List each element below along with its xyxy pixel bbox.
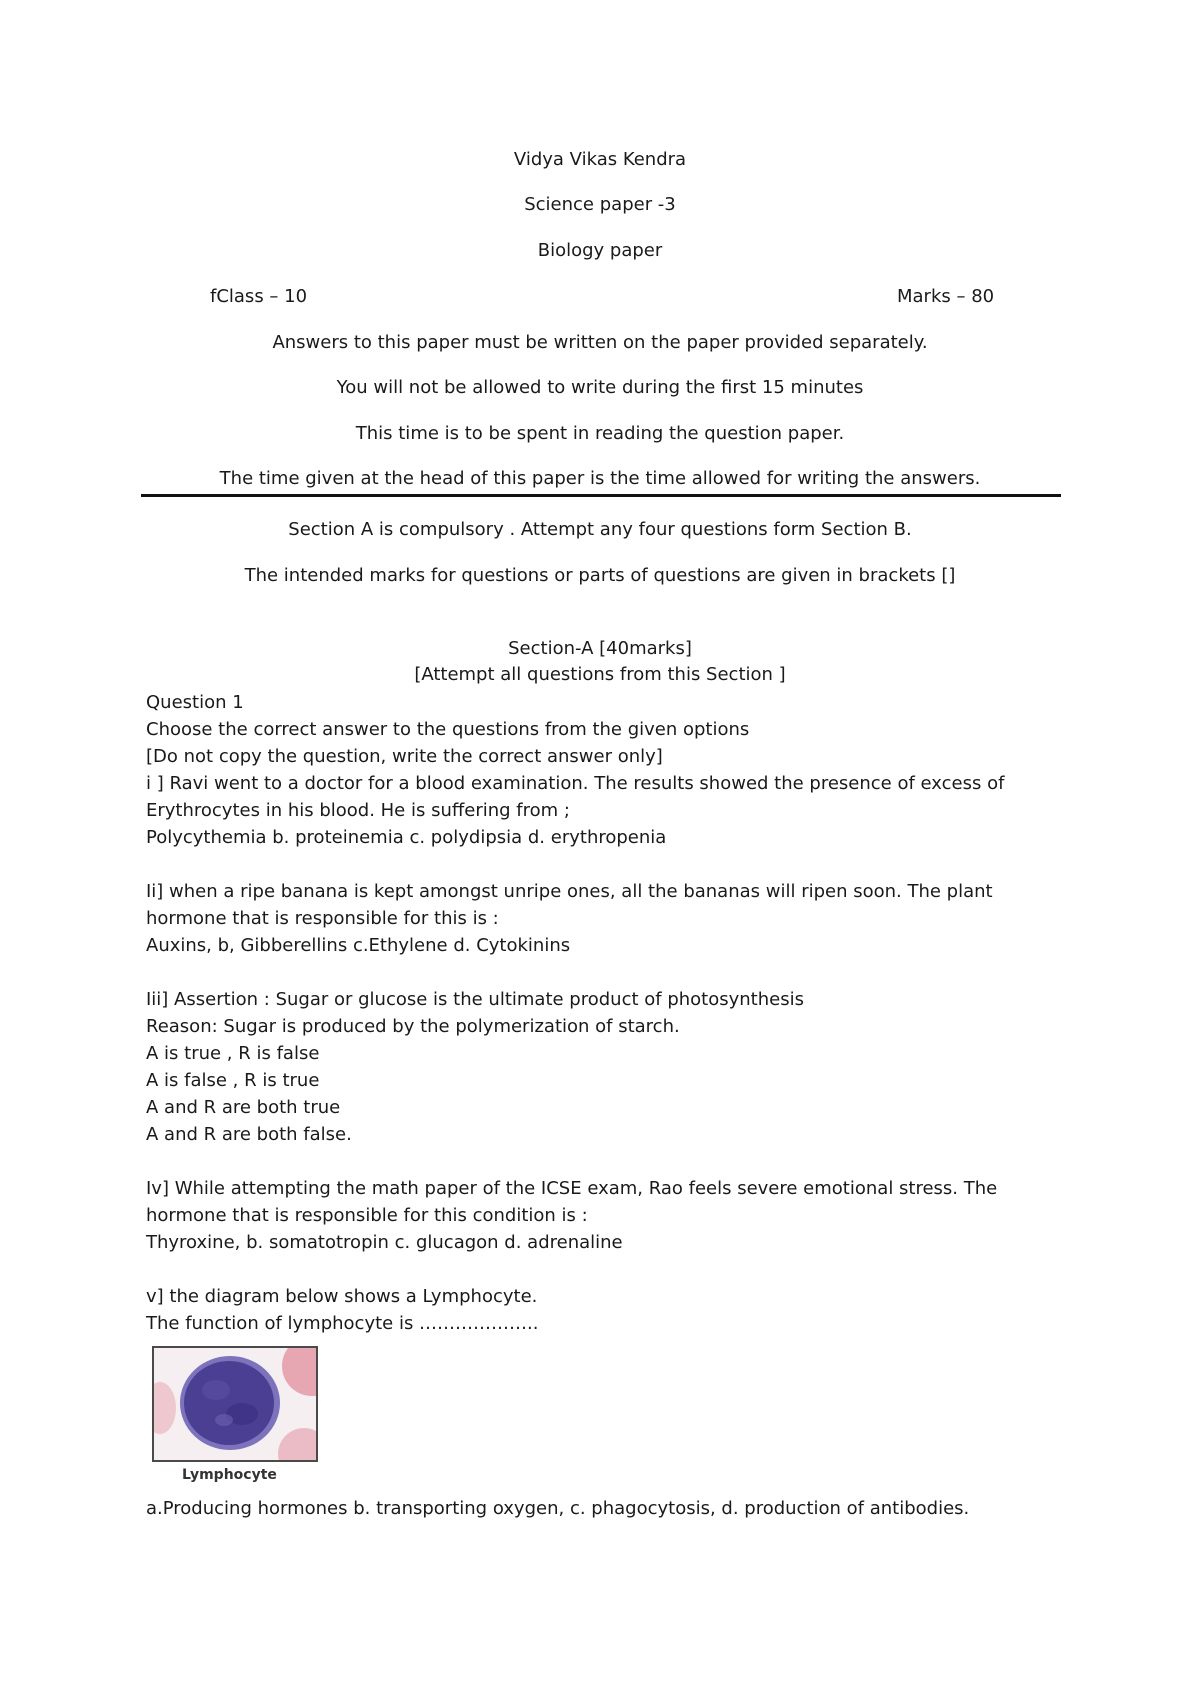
q1-iii-assertion: Iii] Assertion : Sugar or glucose is the ultimate product of photosynthesis xyxy=(146,989,804,1010)
lymphocyte-image xyxy=(152,1346,318,1462)
q1-v-options: a.Producing hormones b. transporting oxygen, c. phagocytosis, d. production of antibodies. xyxy=(146,1498,970,1519)
class-label: fClass – 10 xyxy=(210,286,308,307)
q1-ii-line-1: Ii] when a ripe banana is kept amongst unripe ones, all the bananas will ripen soon. The plant xyxy=(146,881,993,902)
section-title: Section-A [40marks] xyxy=(508,638,692,659)
section-subtitle: [Attempt all questions from this Section ] xyxy=(414,664,786,685)
q1-iii-option-d: A and R are both false. xyxy=(146,1124,352,1145)
paper-title: Science paper -3 xyxy=(524,194,676,215)
subject-title: Biology paper xyxy=(537,240,663,261)
question-instruction: Choose the correct answer to the questions from the given options xyxy=(146,719,750,740)
q1-v-line-2: The function of lymphocyte is ……………….. xyxy=(146,1313,539,1334)
instruction-4: The time given at the head of this paper is the time allowed for writing the answers. xyxy=(219,468,981,489)
marks-label: Marks – 80 xyxy=(897,286,995,307)
q1-iv-line-2: hormone that is responsible for this condition is : xyxy=(146,1205,588,1226)
instruction-3: This time is to be spent in reading the question paper. xyxy=(355,423,845,444)
q1-i-line-1: i ] Ravi went to a doctor for a blood examination. The results showed the presence of excess of xyxy=(146,773,1005,794)
lymphocyte-cell-drawing xyxy=(154,1348,316,1460)
q1-iii-option-c: A and R are both true xyxy=(146,1097,341,1118)
figure-caption: Lymphocyte xyxy=(182,1467,277,1483)
q1-iii-reason: Reason: Sugar is produced by the polymerization of starch. xyxy=(146,1016,680,1037)
instruction-1: Answers to this paper must be written on the paper provided separately. xyxy=(272,332,928,353)
q1-ii-line-2: hormone that is responsible for this is : xyxy=(146,908,499,929)
q1-ii-options: Auxins, b, Gibberellins c.Ethylene d. Cytokinins xyxy=(146,935,571,956)
q1-i-options: Polycythemia b. proteinemia c. polydipsia d. erythropenia xyxy=(146,827,667,848)
q1-i-line-2: Erythrocytes in his blood. He is suffering from ; xyxy=(146,800,570,821)
q1-iv-line-1: Iv] While attempting the math paper of the ICSE exam, Rao feels severe emotional stress. The xyxy=(146,1178,998,1199)
note-2: The intended marks for questions or parts of questions are given in brackets [] xyxy=(244,565,956,586)
q1-v-line-1: v] the diagram below shows a Lymphocyte. xyxy=(146,1286,538,1307)
q1-iii-option-b: A is false , R is true xyxy=(146,1070,320,1091)
lymphocyte-figure xyxy=(152,1346,320,1492)
question-label: Question 1 xyxy=(146,692,244,713)
q1-iii-option-a: A is true , R is false xyxy=(146,1043,320,1064)
instruction-2: You will not be allowed to write during the first 15 minutes xyxy=(336,377,864,398)
question-note: [Do not copy the question, write the correct answer only] xyxy=(146,746,663,767)
note-1: Section A is compulsory . Attempt any four questions form Section B. xyxy=(288,519,912,540)
header-divider xyxy=(141,494,1061,497)
q1-iv-options: Thyroxine, b. somatotropin c. glucagon d. adrenaline xyxy=(146,1232,623,1253)
school-name: Vidya Vikas Kendra xyxy=(513,149,687,170)
